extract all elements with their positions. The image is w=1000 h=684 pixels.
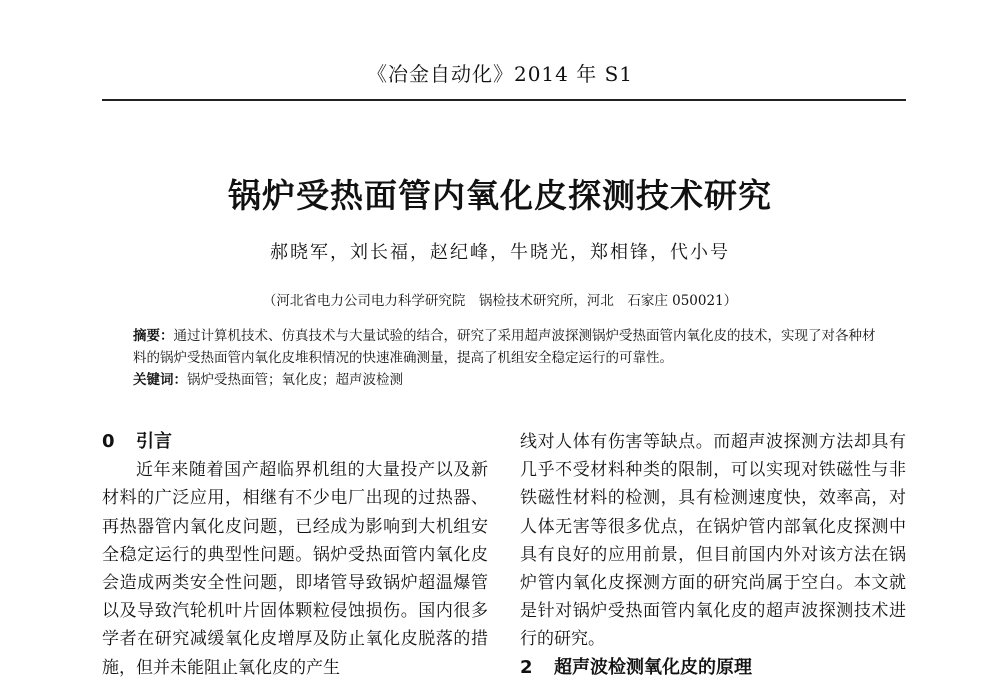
section-number: 0 — [102, 431, 115, 452]
intro-paragraph: 近年来随着国产超临界机组的大量投产以及新材料的广泛应用，相继有不少电厂出现的过热器、再热器管内氧化皮问题，已经成为影响到大机组安全稳定运行的典型性问题。锅炉受热面管内氧化皮会造成两类安全性问题，即堵管导致锅炉超温爆管以及导致汽轮机叶片固体颗粒侵蚀损伤。国内很多学者在研究减缓氧化皮增厚及防止氧化皮脱落的措施，但并未能阻止氧化皮的产生 — [102, 460, 488, 678]
abstract-text: 通过计算机技术、仿真技术与大量试验的结合，研究了采用超声波探测锅炉受热面管内氧化皮的技术，实现了对各种材料的锅炉受热面管内氧化皮堆积情况的快速准确测量，提高了机组安全稳定运行的可靠性。 — [133, 328, 876, 366]
section-heading-2 — [520, 654, 906, 682]
abstract — [133, 325, 878, 369]
keywords-label: 关键词： — [133, 372, 187, 388]
continued-paragraph: 线对人体有伤害等缺点。而超声波探测方法却具有几乎不受材料种类的限制，可以实现对铁磁性与非铁磁性材料的检测，具有检测速度快，效率高，对人体无害等很多优点，在锅炉管内部氧化皮探测中具有良好的应用前景，但目前国内外对该方法在锅炉管内氧化皮探测方面的研究尚属于空白。本文就是针对锅炉受热面管内氧化皮的超声波探测技术进行的研究。 — [520, 432, 906, 650]
running-header: 《冶金自动化》2014 年 S1 — [366, 62, 634, 86]
author-list: 郝晓军，刘长福，赵纪峰，牛晓光，郑相锋，代小号 — [270, 242, 730, 263]
section-number: 2 — [520, 656, 533, 678]
right-column — [520, 428, 906, 682]
left-column — [102, 428, 488, 682]
section-heading-0 — [102, 428, 488, 456]
affiliation: （河北省电力公司电力科学研究院 锅检技术研究所，河北 石家庄 050021） — [262, 293, 738, 309]
section-title: 超声波检测氧化皮的原理 — [554, 656, 752, 678]
header-rule — [102, 99, 906, 101]
keywords — [133, 369, 878, 391]
abstract-block — [133, 325, 878, 391]
keywords-text: 锅炉受热面管；氧化皮；超声波检测 — [187, 372, 403, 388]
abstract-label: 摘要： — [133, 328, 174, 344]
paper-title: 锅炉受热面管内氧化皮探测技术研究 — [228, 176, 772, 215]
section-title: 引言 — [136, 431, 172, 452]
